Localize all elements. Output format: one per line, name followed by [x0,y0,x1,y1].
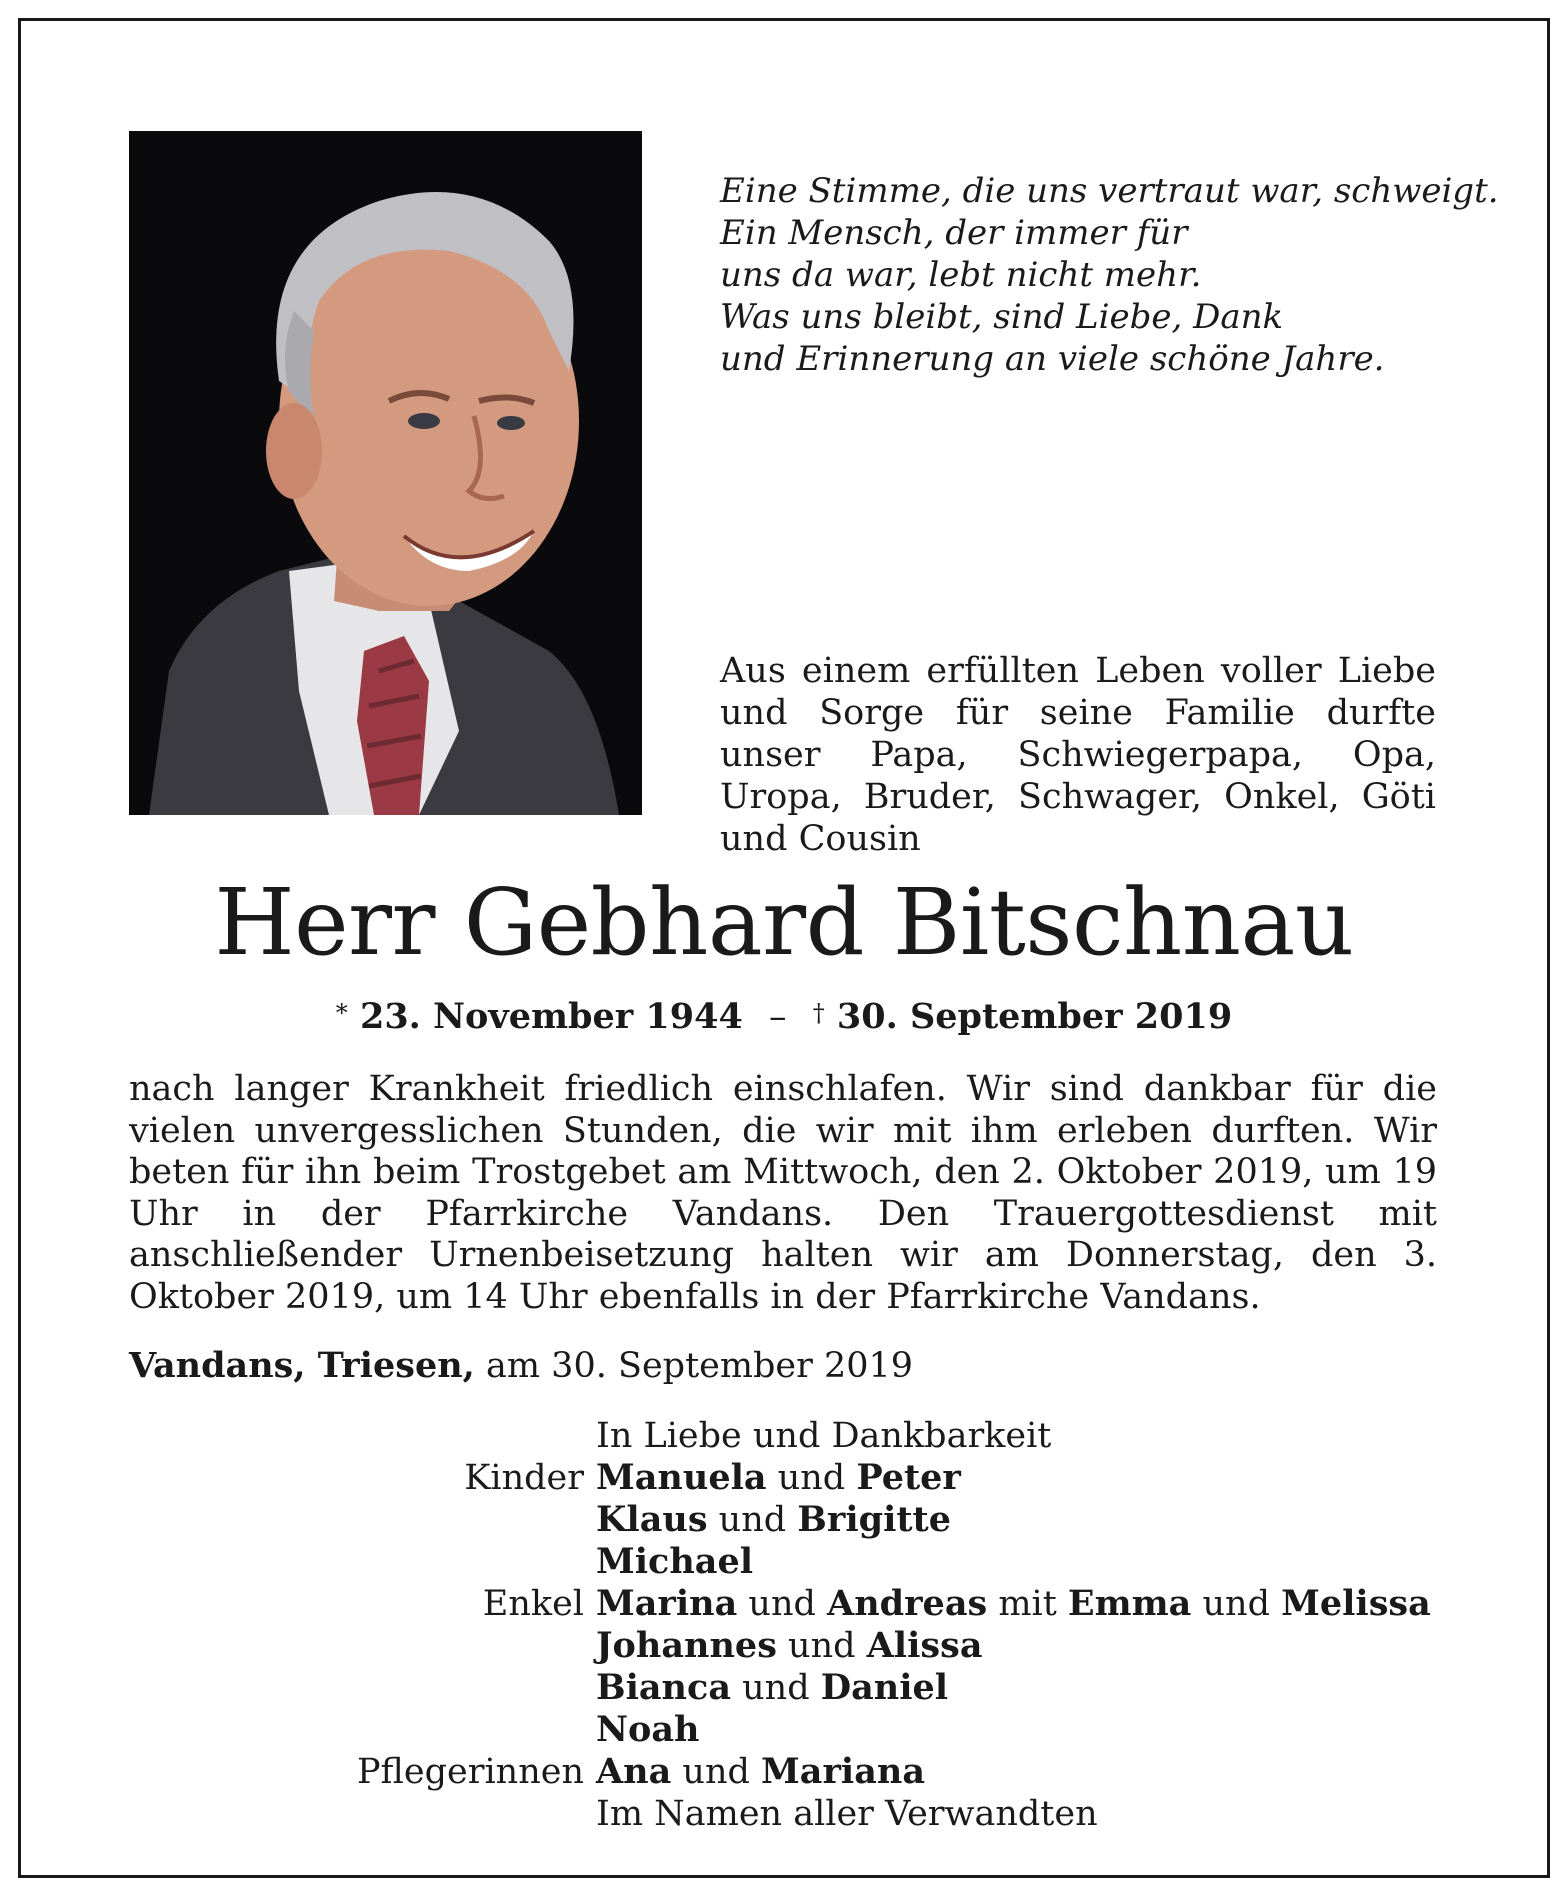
mourner-row [0,1583,1568,1625]
connector-text: und [707,1500,798,1540]
memorial-poem [720,170,1499,380]
intro-paragraph: Aus einem erfüllten Leben voller Liebe und Sorge für seine Familie durfte unser Papa, Schwiegerpapa, Opa, Uropa, Bruder, Schwager, Onkel, Göti und Cousin [720,651,1436,859]
mourner-name: Noah [596,1709,700,1750]
connector-text: Im Namen aller Verwandten [596,1794,1098,1834]
death-date: 30. September 2019 [836,996,1233,1037]
connector-text: und [776,1626,867,1666]
life-dates [0,993,1568,1041]
birth-symbol: * [335,999,348,1027]
place-names: Vandans, Triesen, [129,1345,475,1386]
mourner-name: Emma [1067,1583,1192,1624]
mourner-name: Peter [856,1457,961,1498]
mourner-names [596,1541,753,1583]
deceased-name: Herr Gebhard Bitschnau [214,869,1354,976]
mourner-row [0,1625,1568,1667]
death-symbol: † [812,999,825,1027]
mourner-name: Bianca [596,1667,731,1708]
connector-text: mit [987,1584,1068,1624]
place-and-date [129,1344,1229,1388]
mourner-names [596,1499,951,1541]
mourner-name: Johannes [596,1625,777,1666]
mourner-row [0,1793,1568,1835]
mourner-names [596,1457,961,1499]
mourner-group-label: Pflegerinnen [357,1752,584,1792]
announcement-text: nach langer Krankheit friedlich einschlafen. Wir sind dankbar für die vielen unvergesslichen Stunden, die wir mit ihm erleben durften. Wir beten für ihn beim Trostgebet am Mittwoch, den 2. Oktober 2019, um 19 Uhr in der Pfarrkirche Vandans. Den Trauergottesdienst mit anschließender Urnenbeisetzung halten wir am Donnerstag, den 3. Oktober 2019, um 14 Uhr ebenfalls in der Pfarrkirche Vandans. [129,1069,1437,1317]
mourner-group-label: Enkel [482,1584,584,1624]
birth-date: 23. November 1944 [359,996,743,1037]
connector-text: und [737,1584,828,1624]
mourner-names [596,1583,1431,1625]
mourner-name: Mariana [761,1751,925,1792]
mourner-row [0,1541,1568,1583]
mourner-names [596,1667,948,1709]
poem-line: uns da war, lebt nicht mehr. [720,255,1202,295]
mourner-row [0,1751,1568,1793]
mourner-row [0,1415,1568,1457]
mourner-names [596,1415,1051,1457]
mourner-name: Brigitte [797,1499,951,1540]
poem-line: Was uns bleibt, sind Liebe, Dank [720,297,1284,337]
connector-text: und [1191,1584,1282,1624]
mourner-row [0,1667,1568,1709]
poem-line: Ein Mensch, der immer für [720,213,1188,253]
mourner-name: Michael [596,1541,754,1582]
mourner-names [596,1793,1098,1835]
mourner-name: Ana [596,1751,672,1792]
mourner-name: Alissa [866,1625,983,1666]
mourner-name: Melissa [1281,1583,1431,1624]
connector-text: und [731,1668,821,1708]
poem-line: und Erinnerung an viele schöne Jahre. [720,339,1385,379]
mourner-names [596,1709,699,1751]
mourner-name: Andreas [827,1583,988,1624]
mourner-name: Marina [596,1583,738,1624]
connector-text: und [671,1752,762,1792]
mourner-name: Manuela [596,1457,767,1498]
mourner-name: Daniel [820,1667,949,1708]
announcement-date: am 30. September 2019 [486,1346,914,1386]
mourner-name: Klaus [596,1499,708,1540]
mourner-group-label: Kinder [464,1458,584,1498]
mourner-names [596,1751,925,1793]
date-separator: – [769,997,787,1037]
mourner-row [0,1499,1568,1541]
portrait-photo [129,131,642,815]
poem-line: Eine Stimme, die uns vertraut war, schweigt. [720,171,1499,211]
connector-text: In Liebe und Dankbarkeit [596,1416,1052,1456]
mourner-row [0,1457,1568,1499]
mourner-names [596,1625,983,1667]
connector-text: und [766,1458,857,1498]
mourner-row [0,1709,1568,1751]
